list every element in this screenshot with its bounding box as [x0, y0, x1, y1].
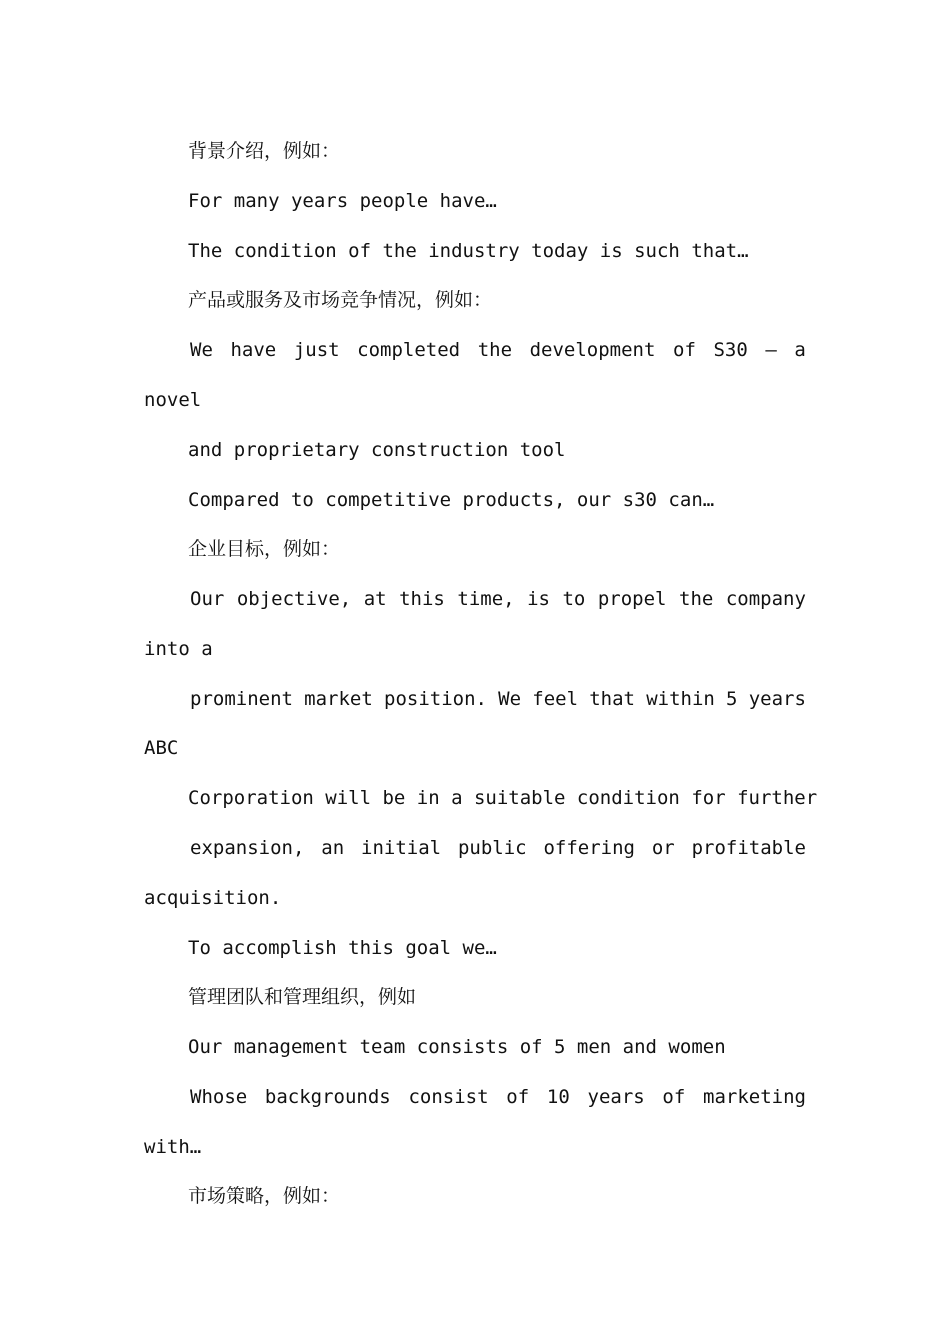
section-heading-objectives: 企业目标，例如： — [188, 538, 341, 560]
example-line: To accomplish this goal we… — [188, 937, 497, 959]
example-line-justified: Whose backgrounds consist of 10 years of marketing — [190, 1086, 806, 1108]
example-line-justified: expansion, an initial public offering or profitable — [190, 837, 806, 859]
example-line: ABC — [144, 737, 179, 759]
section-heading-management: 管理团队和管理组织，例如 — [188, 986, 417, 1008]
example-line: Compared to competitive products, our s30 can… — [188, 489, 715, 511]
section-heading-products: 产品或服务及市场竞争情况，例如： — [188, 289, 493, 311]
example-line: For many years people have… — [188, 190, 497, 212]
section-heading-marketing: 市场策略，例如： — [188, 1185, 341, 1207]
example-line-justified: prominent market position. We feel that within 5 years — [190, 688, 806, 710]
example-line: acquisition. — [144, 887, 282, 909]
section-heading-background: 背景介绍，例如： — [188, 140, 341, 162]
example-line: with… — [144, 1136, 202, 1158]
example-line: Our management team consists of 5 men and women — [188, 1036, 726, 1058]
example-line: into a — [144, 638, 213, 660]
example-line: The condition of the industry today is such that… — [188, 240, 749, 262]
example-line: novel — [144, 389, 202, 411]
example-line: Corporation will be in a suitable condition for further — [188, 787, 818, 809]
example-line: and proprietary construction tool — [188, 439, 566, 461]
example-line-justified: We have just completed the development of S30 – a — [190, 339, 806, 361]
example-line-justified: Our objective, at this time, is to propel the company — [190, 588, 806, 610]
